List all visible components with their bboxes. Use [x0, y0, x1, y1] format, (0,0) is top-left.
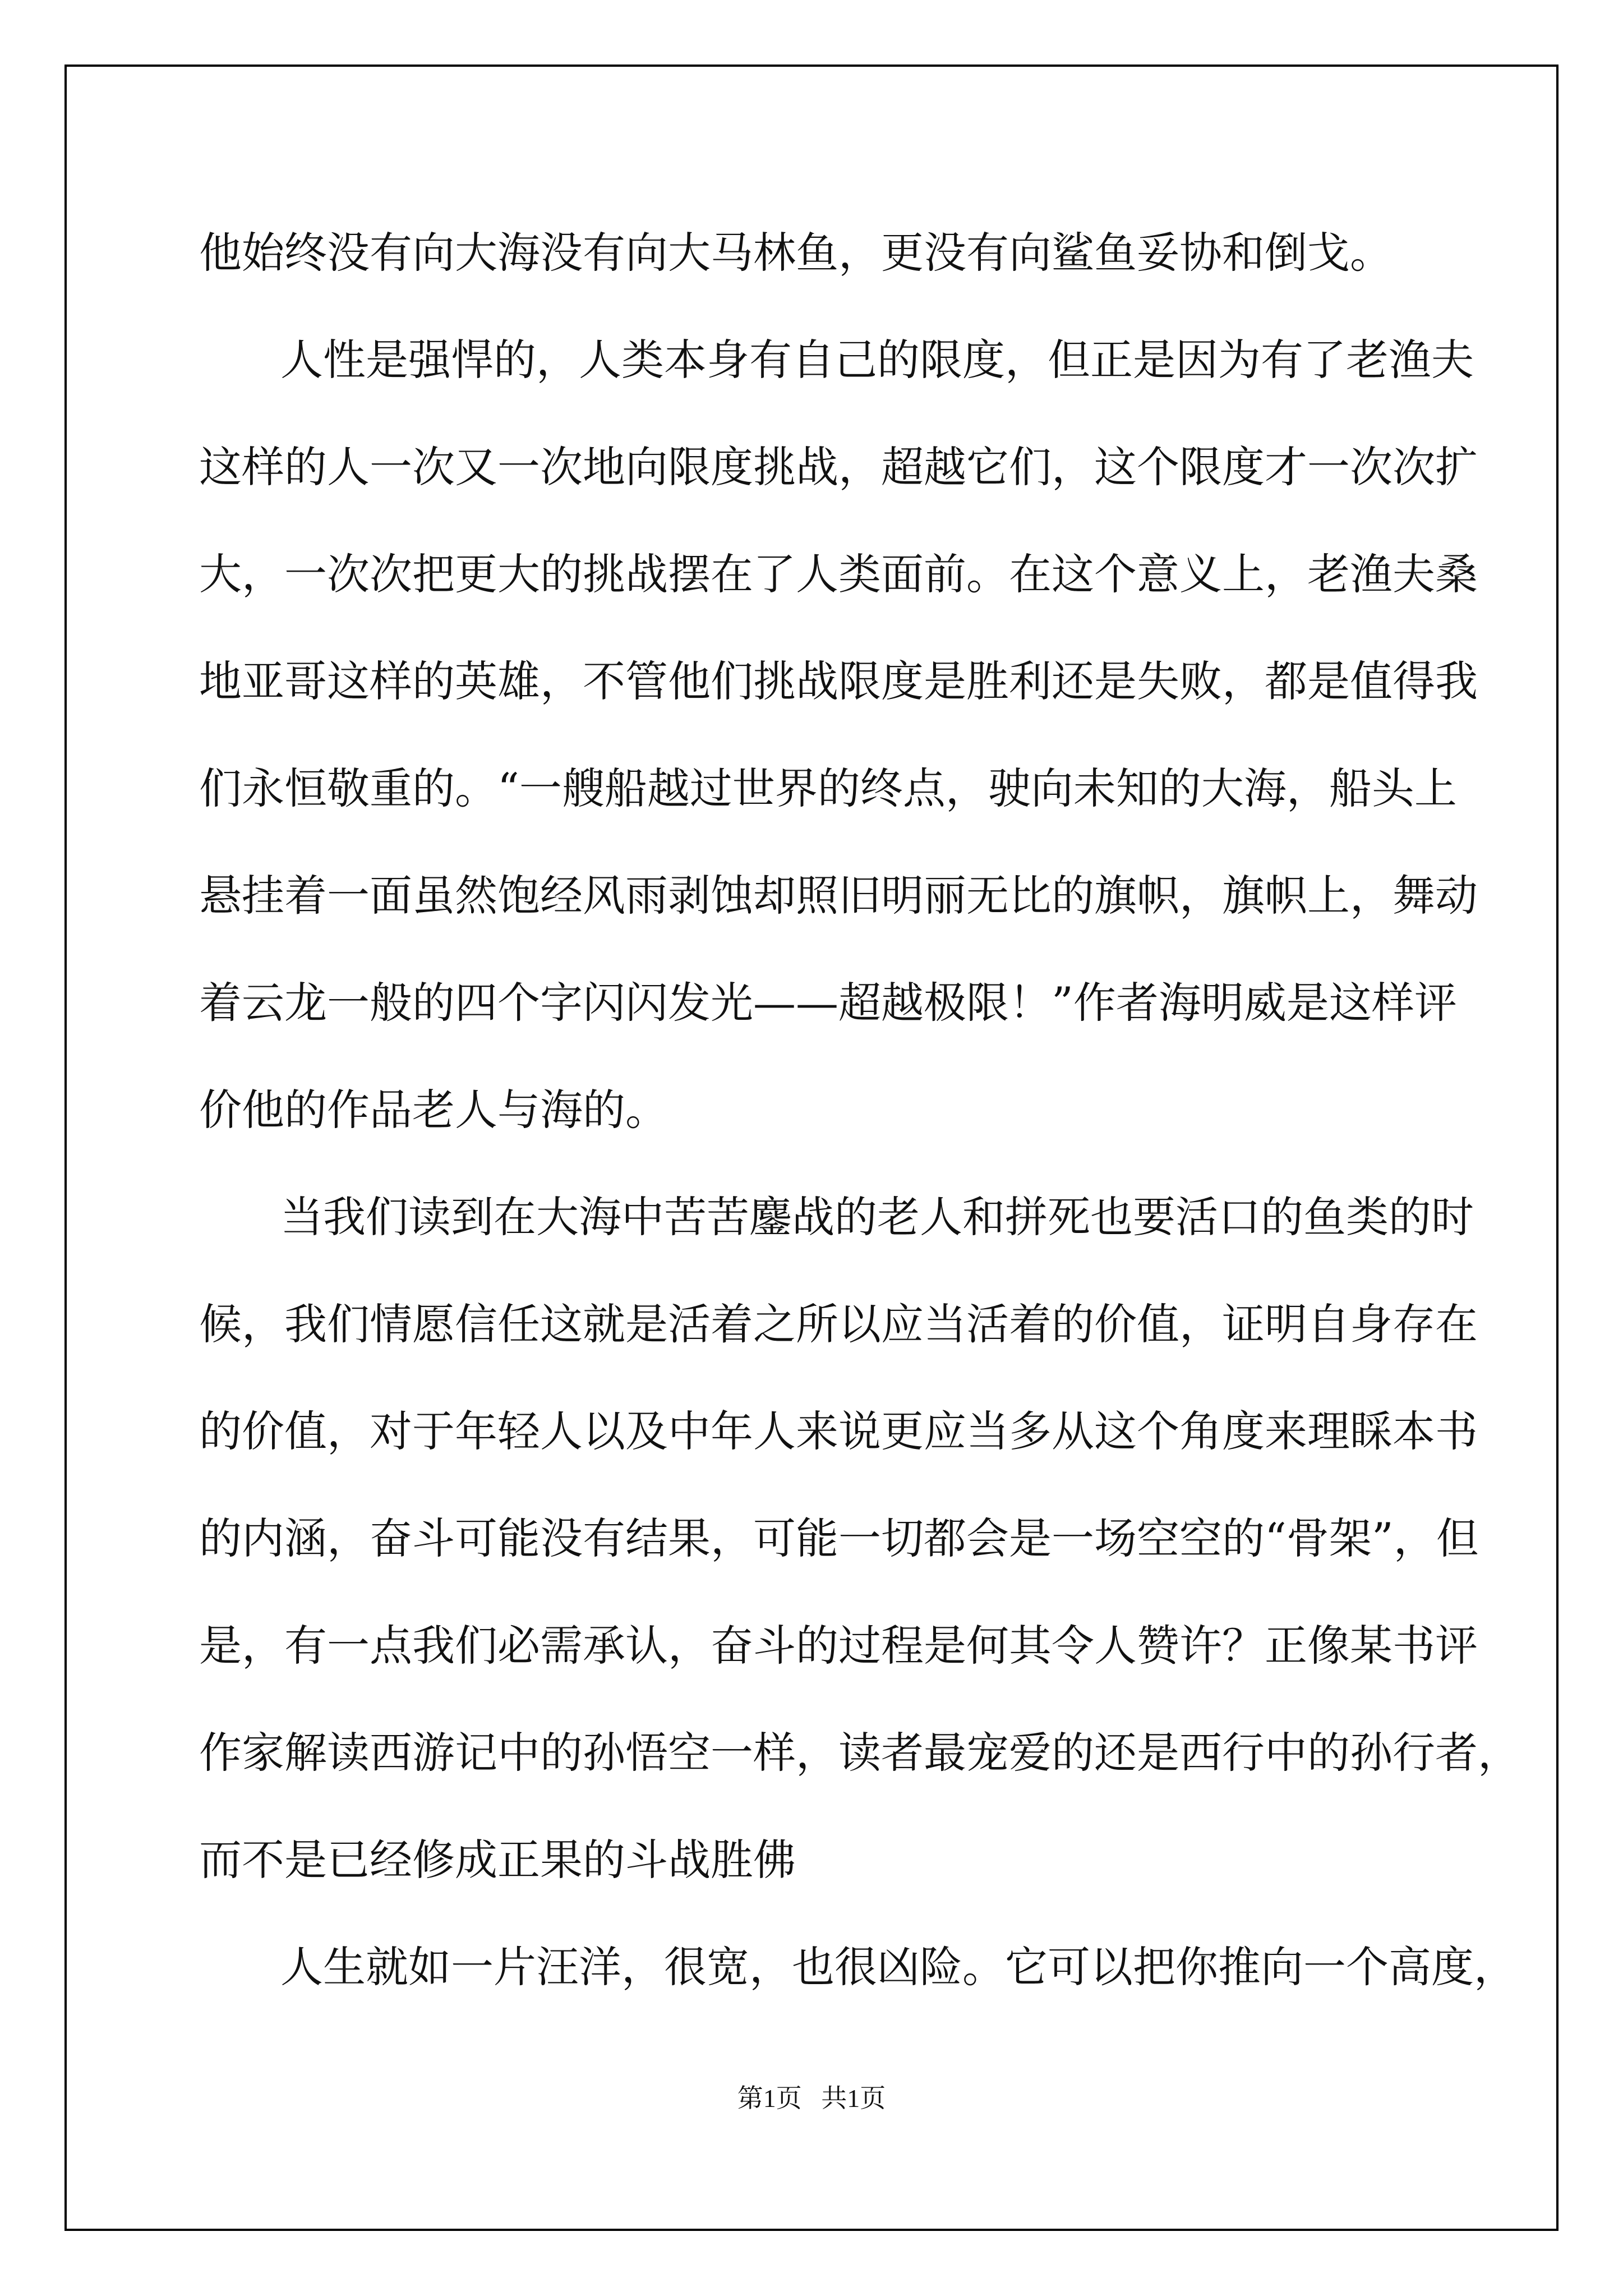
text-line: 这样的人一次又一次地向限度挑战，超越它们，这个限度才一次次扩 — [199, 442, 1478, 492]
text-line: 的内涵，奋斗可能没有结果，可能一切都会是一场空空的“骨架”，但 — [199, 1513, 1479, 1563]
text-line: 悬挂着一面虽然饱经风雨剥蚀却照旧明丽无比的旗帜，旗帜上，舞动 — [199, 871, 1478, 921]
text-line: 而不是已经修成正果的斗战胜佛 — [199, 1835, 796, 1885]
text-line: 作家解读西游记中的孙悟空一样，读者最宠爱的还是西行中的孙行者， — [199, 1728, 1520, 1778]
text-line: 候，我们情愿信任这就是活着之所以应当活着的价值，证明自身存在 — [199, 1299, 1478, 1349]
text-line: 是，有一点我们必需承认，奋斗的过程是何其令人赞许？正像某书评 — [199, 1621, 1478, 1671]
text-line: 价他的作品老人与海的。 — [199, 1085, 668, 1135]
text-line: 人生就如一片汪洋，很宽，也很凶险。它可以把你推向一个高度， — [280, 1942, 1516, 1992]
text-line: 们永恒敬重的。“一艘船越过世界的终点，驶向未知的大海，船头上 — [199, 763, 1457, 813]
page-border — [64, 65, 1559, 2231]
text-line: 的价值，对于年轻人以及中年人来说更应当多从这个角度来理睬本书 — [199, 1406, 1478, 1456]
text-line: 着云龙一般的四个字闪闪发光——超越极限！”作者海明威是这样评 — [199, 978, 1457, 1028]
page-number-footer: 第1页 共1页 — [737, 2084, 886, 2113]
text-line: 当我们读到在大海中苦苦鏖战的老人和拼死也要活口的鱼类的时 — [280, 1192, 1474, 1242]
text-line: 人性是强悍的，人类本身有自己的限度，但正是因为有了老渔夫 — [280, 335, 1474, 385]
text-line: 他始终没有向大海没有向大马林鱼，更没有向鲨鱼妥协和倒戈。 — [199, 228, 1393, 278]
text-line: 大，一次次把更大的挑战摆在了人类面前。在这个意义上，老渔夫桑 — [199, 549, 1478, 599]
text-line: 地亚哥这样的英雄，不管他们挑战限度是胜利还是失败，都是值得我 — [199, 656, 1478, 706]
